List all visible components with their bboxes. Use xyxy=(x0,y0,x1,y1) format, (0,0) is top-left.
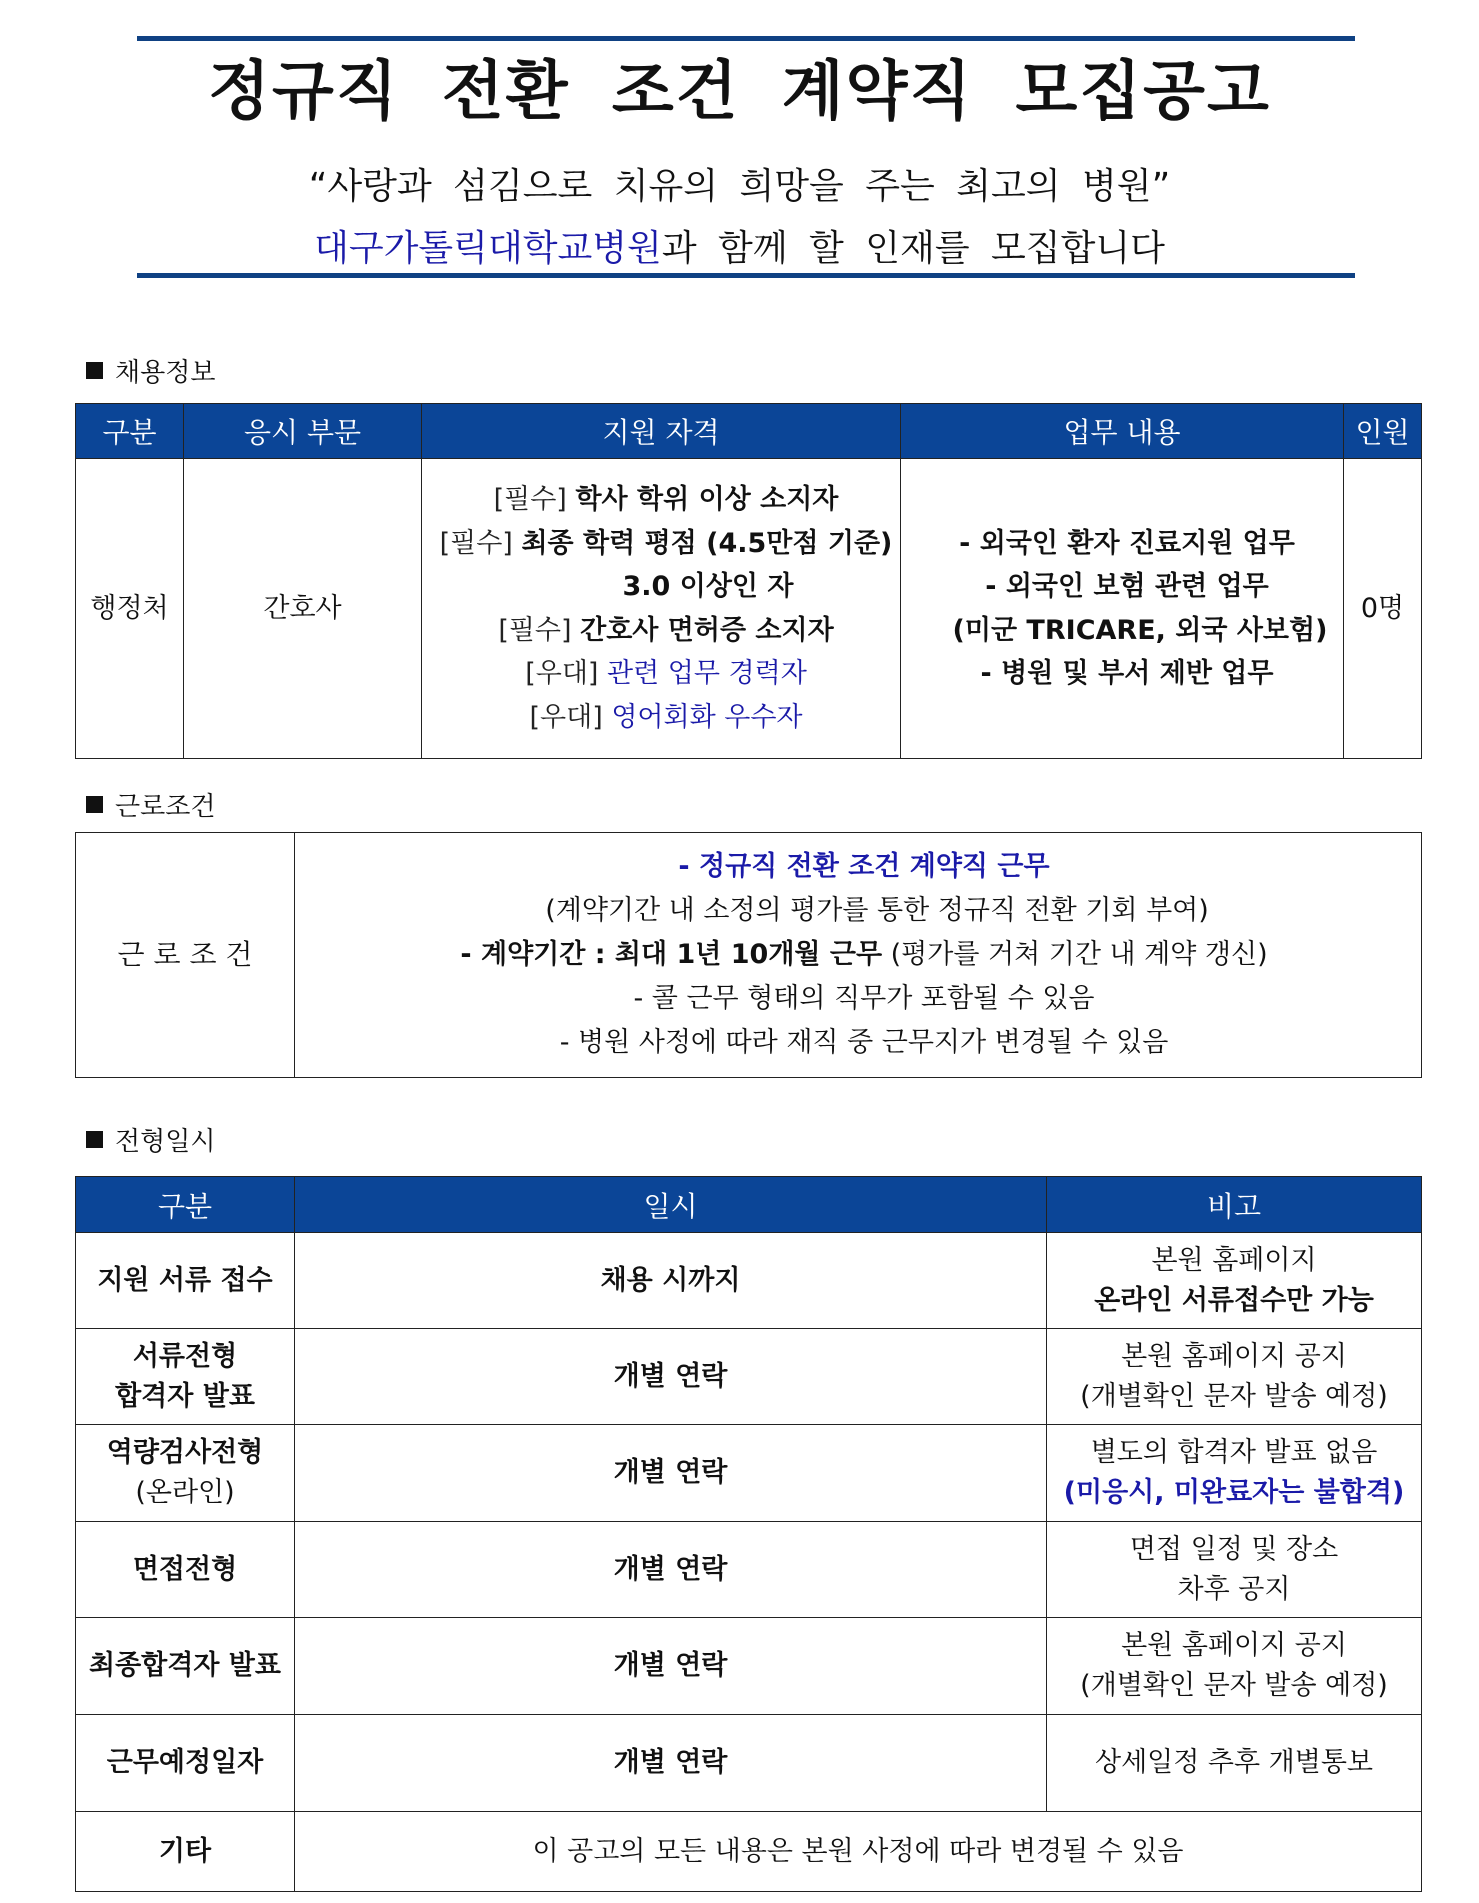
table-row xyxy=(76,833,1422,1078)
note-cell xyxy=(1047,1618,1422,1715)
note-line: 면접 일정 및 장소 xyxy=(1129,1533,1339,1565)
duty-item: - 외국인 환자 진료지원 업무 xyxy=(959,527,1295,559)
col-header-duties: 업무 내용 xyxy=(901,404,1344,459)
duty-item: - 외국인 보험 관련 업무 xyxy=(985,571,1269,602)
date-cell: 개별 연락 xyxy=(295,1522,1047,1618)
page-title: 정규직 전환 조건 계약직 모집공고 xyxy=(208,55,1271,129)
conditions-items-cell xyxy=(295,833,1422,1078)
square-bullet-icon xyxy=(86,1131,103,1148)
table-row xyxy=(76,1715,1422,1812)
condition-item-note: (계약기간 내 소정의 평가를 통한 정규직 전환 기회 부여) xyxy=(545,895,1209,926)
qualification-continuation: 3.0 이상인 자 xyxy=(622,571,794,602)
subtitle-rest: 과 함께 할 인재를 모집합니다 xyxy=(661,228,1165,269)
col-header-headcount: 인원 xyxy=(1344,404,1422,459)
table-row xyxy=(76,1425,1422,1522)
table-row xyxy=(76,1233,1422,1329)
stage-cell: 면접전형 xyxy=(76,1522,295,1618)
note-line: 온라인 서류접수만 가능 xyxy=(1094,1284,1374,1316)
hospital-name: 대구가톨릭대학교병원 xyxy=(314,228,662,269)
table-row xyxy=(76,1618,1422,1715)
duty-continuation: (미군 TRICARE, 외국 사보험) xyxy=(952,614,1328,646)
note-line-warning: (미응시, 미완료자는 불합격) xyxy=(1063,1477,1405,1508)
table-row xyxy=(76,1522,1422,1618)
conditions-label-cell: 근 로 조 건 xyxy=(76,833,295,1078)
condition-item: - 정규직 전환 조건 계약직 근무 xyxy=(678,851,1050,882)
recruitment-table xyxy=(75,403,1422,759)
headcount-cell: 0명 xyxy=(1344,459,1422,759)
stage-cell: 근무예정일자 xyxy=(76,1715,295,1812)
slogan: “사랑과 섬김으로 치유의 희망을 주는 최고의 병원” xyxy=(308,166,1171,207)
table-row xyxy=(76,1329,1422,1425)
section-conditions-label xyxy=(86,786,215,823)
col-header-note: 비고 xyxy=(1047,1177,1422,1233)
date-cell: 개별 연락 xyxy=(295,1329,1047,1425)
subtitle xyxy=(0,220,1479,271)
other-label-cell: 기타 xyxy=(76,1812,295,1892)
note-line: 본원 홈페이지 공지 xyxy=(1121,1630,1347,1661)
duty-item: - 병원 및 부서 제반 업무 xyxy=(980,658,1274,689)
duties-cell xyxy=(901,459,1344,759)
section-recruitment-label xyxy=(86,352,215,389)
note-cell xyxy=(1047,1425,1422,1522)
conditions-table xyxy=(75,832,1422,1078)
stage-cell: 최종합격자 발표 xyxy=(76,1618,295,1715)
note-line: 본원 홈페이지 공지 xyxy=(1121,1340,1347,1372)
note-cell xyxy=(1047,1233,1422,1329)
date-cell: 개별 연락 xyxy=(295,1715,1047,1812)
note-cell xyxy=(1047,1329,1422,1425)
stage-cell: 역량검사전형 (온라인) xyxy=(76,1425,295,1522)
qualification-item: [필수] 최종 학력 평점 (4.5만점 기준) xyxy=(439,527,893,559)
stage-cell: 서류전형 합격자 발표 xyxy=(76,1329,295,1425)
section-title: 채용정보 xyxy=(115,358,216,388)
field-cell: 간호사 xyxy=(184,459,422,759)
other-text-cell: 이 공고의 모든 내용은 본원 사정에 따라 변경될 수 있음 xyxy=(295,1812,1422,1892)
condition-item: - 콜 근무 형태의 직무가 포함될 수 있음 xyxy=(633,983,1095,1014)
qualification-item: [필수] 학사 학위 이상 소지자 xyxy=(493,484,839,515)
condition-item: - 계약기간 : 최대 1년 10개월 근무 (평가를 거쳐 기간 내 계약 갱신) xyxy=(460,939,1268,970)
condition-item: - 병원 사정에 따라 재직 중 근무지가 변경될 수 있음 xyxy=(559,1027,1169,1058)
section-title: 전형일시 xyxy=(115,1127,216,1157)
col-header-division: 구분 xyxy=(76,404,184,459)
col-header-field: 응시 부문 xyxy=(184,404,422,459)
note-line: (개별확인 문자 발송 예정) xyxy=(1080,1670,1388,1701)
qualification-item-preferred: [우대] 영어회화 우수자 xyxy=(529,701,803,733)
bottom-rule xyxy=(137,273,1355,278)
note-line: 본원 홈페이지 xyxy=(1151,1244,1317,1276)
table-header-row xyxy=(76,404,1422,459)
col-header-stage: 구분 xyxy=(76,1177,295,1233)
note-line: 별도의 합격자 발표 없음 xyxy=(1090,1437,1378,1468)
note-cell: 상세일정 추후 개별통보 xyxy=(1047,1715,1422,1812)
table-row-other xyxy=(76,1812,1422,1892)
square-bullet-icon xyxy=(86,796,103,813)
note-line: (개별확인 문자 발송 예정) xyxy=(1080,1380,1388,1412)
section-title: 근로조건 xyxy=(115,792,216,822)
section-schedule-label xyxy=(86,1121,215,1158)
col-header-date: 일시 xyxy=(295,1177,1047,1233)
qualification-item: [필수] 간호사 면허증 소지자 xyxy=(498,614,834,646)
square-bullet-icon xyxy=(86,362,103,379)
note-cell xyxy=(1047,1522,1422,1618)
col-header-qualifications: 지원 자격 xyxy=(422,404,901,459)
qualifications-cell xyxy=(422,459,901,759)
table-header-row xyxy=(76,1177,1422,1233)
schedule-table xyxy=(75,1176,1422,1892)
division-cell: 행정처 xyxy=(76,459,184,759)
qualification-item-preferred: [우대] 관련 업무 경력자 xyxy=(525,658,807,689)
date-cell: 개별 연락 xyxy=(295,1618,1047,1715)
date-cell: 개별 연락 xyxy=(295,1425,1047,1522)
note-line: 차후 공지 xyxy=(1177,1573,1291,1605)
stage-cell: 지원 서류 접수 xyxy=(76,1233,295,1329)
table-row xyxy=(76,459,1422,759)
date-cell: 채용 시까지 xyxy=(295,1233,1047,1329)
